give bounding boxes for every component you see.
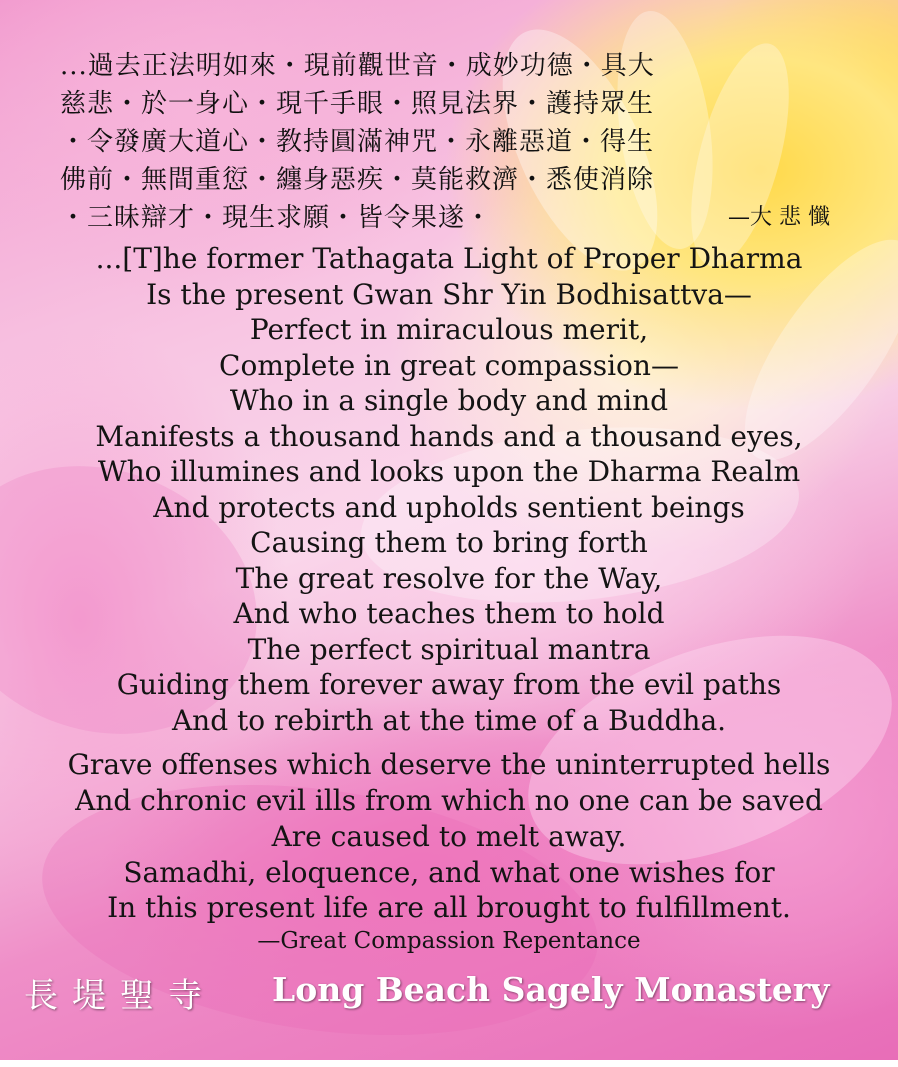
chinese-source: —大 悲 懺 bbox=[728, 205, 830, 230]
chinese-line: ...過去正法明如來・現前觀世音・成妙功德・具大 bbox=[60, 51, 655, 81]
english-line: Manifests a thousand hands and a thousand eyes, bbox=[95, 420, 803, 453]
english-line: The great resolve for the Way, bbox=[235, 562, 663, 595]
english-line: And protects and upholds sentient beings bbox=[153, 491, 745, 524]
english-line: ...[T]he former Tathagata Light of Proper Dharma bbox=[95, 242, 803, 275]
english-line: Guiding them forever away from the evil paths bbox=[116, 668, 782, 701]
english-line: Complete in great compassion— bbox=[219, 349, 679, 382]
english-line: Who illumines and looks upon the Dharma Realm bbox=[97, 455, 801, 488]
english-line: Samadhi, eloquence, and what one wishes for bbox=[123, 856, 775, 889]
monastery-chinese-name: 長堤聖寺 bbox=[24, 976, 216, 1016]
english-line: In this present life are all brought to fulfillment. bbox=[107, 891, 791, 924]
english-line: And who teaches them to hold bbox=[233, 597, 665, 630]
chinese-line: 佛前・無間重愆・纏身惡疾・莫能救濟・悉使消除 bbox=[60, 165, 655, 195]
english-attribution: —Great Compassion Repentance bbox=[257, 928, 641, 954]
english-line: Who in a single body and mind bbox=[229, 384, 669, 417]
chinese-line: ・令發廣大道心・教持圓滿神咒・永離惡道・得生 bbox=[60, 127, 655, 157]
monastery-english-name: Long Beach Sagely Monastery bbox=[272, 970, 830, 1009]
chinese-line: ・三昧辯才・現生求願・皆令果遂・ bbox=[60, 203, 493, 233]
english-line: Grave offenses which deserve the uninterrupted hells bbox=[67, 748, 831, 781]
english-line: Is the present Gwan Shr Yin Bodhisattva— bbox=[146, 278, 752, 311]
english-line: Are caused to melt away. bbox=[271, 820, 627, 853]
english-line: The perfect spiritual mantra bbox=[247, 633, 651, 666]
english-line: Perfect in miraculous merit, bbox=[249, 313, 649, 346]
english-line: Causing them to bring forth bbox=[250, 526, 648, 559]
english-line: And chronic evil ills from which no one can be saved bbox=[75, 784, 823, 817]
english-line: And to rebirth at the time of a Buddha. bbox=[171, 704, 727, 737]
chinese-line: 慈悲・於一身心・現千手眼・照見法界・護持眾生 bbox=[60, 89, 655, 119]
